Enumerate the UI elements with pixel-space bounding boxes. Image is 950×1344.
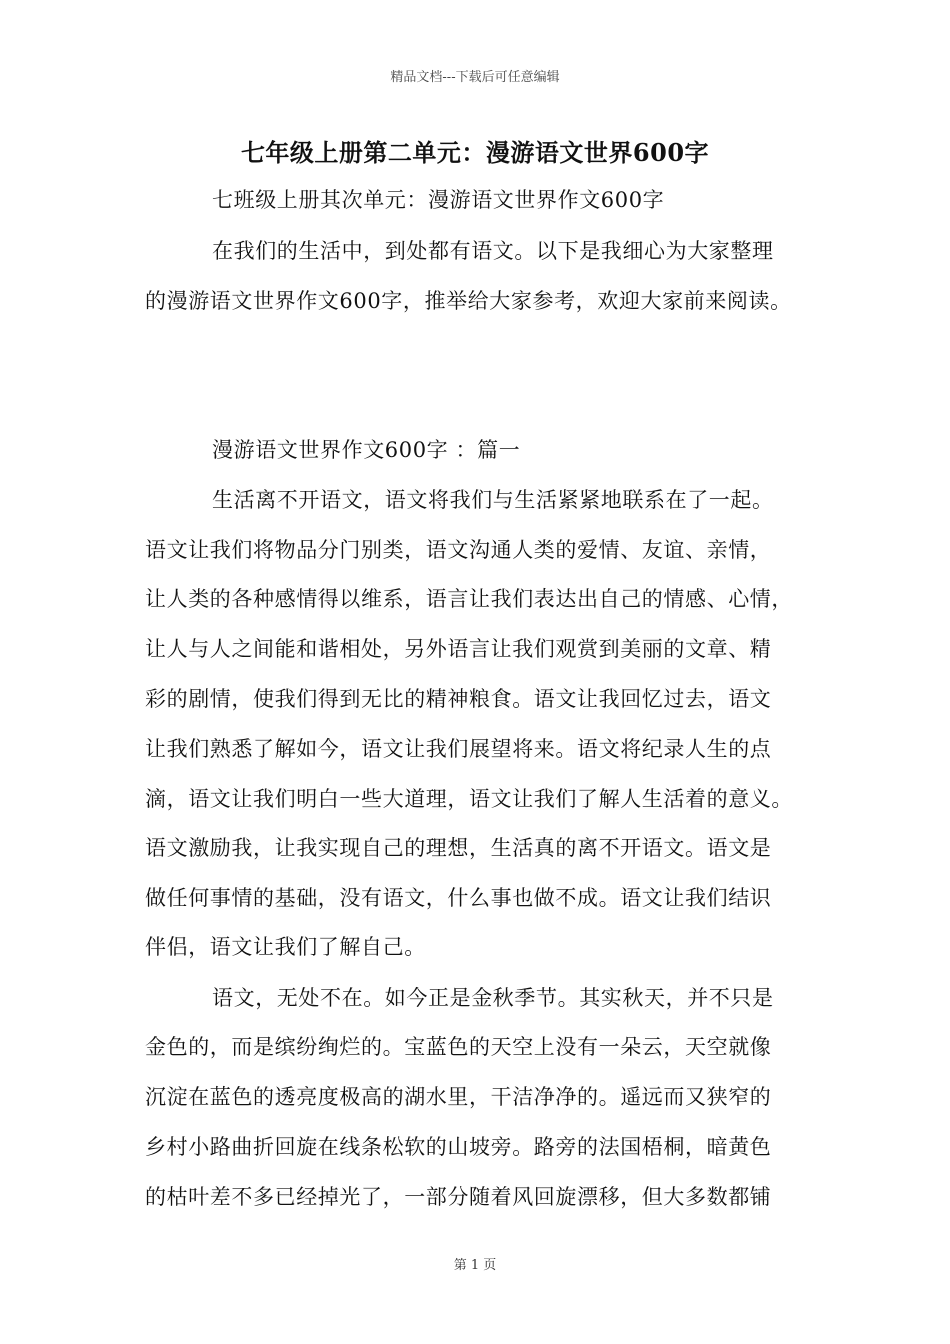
paragraph-line: 语文让我们将物品分门别类，语文沟通人类的爱情、友谊、亲情， [145, 538, 772, 562]
intro-line: 的漫游语文世界作文600字，推举给大家参考，欢迎大家前来阅读。 [145, 289, 792, 313]
page-number: 第 1 页 [453, 1258, 497, 1273]
paragraph-line: 让人与人之间能和谐相处，另外语言让我们观赏到美丽的文章、精 [145, 637, 772, 661]
document-title: 七年级上册第二单元：漫游语文世界600字 [240, 138, 710, 167]
subtitle: 七班级上册其次单元：漫游语文世界作文600字 [212, 188, 665, 212]
paragraph-line: 生活离不开语文，语文将我们与生活紧紧地联系在了一起。 [212, 488, 774, 512]
paragraph-line: 让人类的各种感情得以维系，语言让我们表达出自己的情感、心情， [145, 587, 793, 611]
paragraph-line: 语文，无处不在。如今正是金秋季节。其实秋天，并不只是 [212, 986, 774, 1010]
paragraph-line: 金色的，而是缤纷绚烂的。宝蓝色的天空上没有一朵云，天空就像 [145, 1035, 772, 1059]
header-note: 精品文档---下载后可任意编辑 [390, 70, 560, 85]
paragraph-line: 滴，语文让我们明白一些大道理，语文让我们了解人生活着的意义。 [145, 787, 793, 811]
paragraph-line: 的枯叶差不多已经掉光了，一部分随着风回旋漂移，但大多数都铺 [145, 1185, 772, 1209]
paragraph-line: 伴侣，语文让我们了解自己。 [145, 935, 426, 959]
paragraph-line: 做任何事情的基础，没有语文，什么事也做不成。语文让我们结识 [145, 886, 772, 910]
paragraph-line: 乡村小路曲折回旋在线条松软的山坡旁。路旁的法国梧桐，暗黄色 [145, 1135, 772, 1159]
paragraph-line: 让我们熟悉了解如今，语文让我们展望将来。语文将纪录人生的点 [145, 737, 772, 761]
paragraph-line: 沉淀在蓝色的透亮度极高的湖水里，干洁净净的。遥远而又狭窄的 [145, 1085, 772, 1109]
section-heading: 漫游语文世界作文600字 ：篇一 [212, 438, 521, 462]
paragraph-line: 语文激励我，让我实现自己的理想，生活真的离不开语文。语文是 [145, 836, 772, 860]
intro-line: 在我们的生活中，到处都有语文。以下是我细心为大家整理 [212, 239, 774, 263]
paragraph-line: 彩的剧情，使我们得到无比的精神粮食。语文让我回忆过去，语文 [145, 687, 772, 711]
